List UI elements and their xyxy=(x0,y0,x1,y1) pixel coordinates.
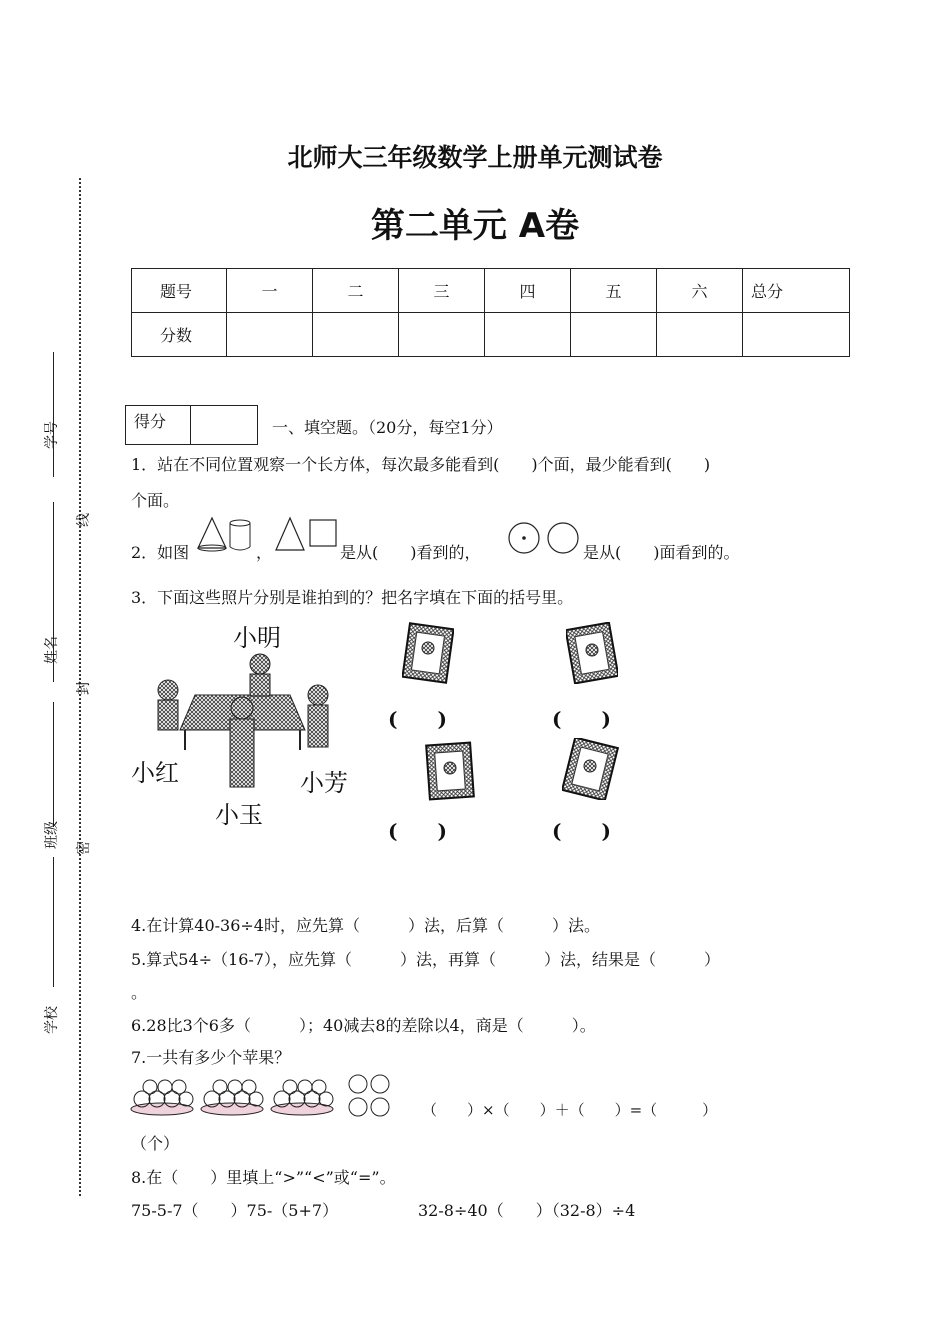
apple-plate-icon xyxy=(271,1080,333,1115)
page-title: 北师大三年级数学上册单元测试卷 xyxy=(287,143,663,172)
seal-word: 密 xyxy=(76,841,92,855)
person-xiaofang-figure xyxy=(308,685,328,747)
question-2-mid: 是从( )看到的， xyxy=(340,543,481,562)
score-input-cell[interactable] xyxy=(657,313,743,357)
score-input-cell[interactable] xyxy=(313,313,399,357)
student-id-label: 学号 xyxy=(44,421,60,449)
question-3: 3．下面这些照片分别是谁拍到的？把名字填在下面的括号里。 xyxy=(131,588,574,607)
score-input-cell[interactable] xyxy=(571,313,657,357)
answer-blank[interactable]: ( ) xyxy=(388,707,447,731)
question-7-formula: （ ）×（ ）＋（ ）=（ ） xyxy=(422,1101,718,1119)
apple-icon xyxy=(349,1075,389,1116)
score-input-cell[interactable] xyxy=(743,313,850,357)
name-xiaoyu: 小玉 xyxy=(215,801,263,829)
score-box-label: 得分 xyxy=(134,412,167,431)
apples-figure xyxy=(130,1073,405,1121)
square-icon xyxy=(310,520,336,546)
class-line[interactable] xyxy=(53,702,54,827)
table-cell: 六 xyxy=(657,269,743,313)
question-2-end: 是从( )面看到的。 xyxy=(583,543,740,562)
triangle-icon xyxy=(276,518,304,550)
table-cell: 二 xyxy=(313,269,399,313)
person-xiaoyu-figure xyxy=(230,697,254,787)
question-5: 5.算式54÷（16-7），应先算（ ）法，再算（ ）法，结果是（ ） xyxy=(131,950,720,969)
name-xiaofang: 小芳 xyxy=(300,769,348,797)
table-row xyxy=(132,313,850,357)
table-cell: 一 xyxy=(227,269,313,313)
apple-plate-icon xyxy=(131,1080,193,1115)
section-heading: 一、填空题。（20分，每空1分） xyxy=(272,418,503,437)
table-cell: 分数 xyxy=(132,313,227,357)
question-4: 4.在计算40-36÷4时，应先算（ ）法，后算（ ）法。 xyxy=(131,916,600,935)
question-1: 1．站在不同位置观察一个长方体，每次最多能看到( )个面，最少能看到( ) xyxy=(131,455,711,474)
page-subtitle: 第二单元 A卷 xyxy=(370,206,580,246)
score-input-cell[interactable] xyxy=(227,313,313,357)
person-xiaoming-figure xyxy=(250,654,270,696)
question-7-unit: （个） xyxy=(131,1134,180,1153)
student-id-line[interactable] xyxy=(53,352,54,477)
table-row xyxy=(132,269,850,313)
photo-2-image xyxy=(566,622,618,684)
score-table xyxy=(131,268,850,357)
table-cell: 总分 xyxy=(743,269,850,313)
question-2-comma: ， xyxy=(256,543,273,562)
table-cell: 五 xyxy=(571,269,657,313)
table-cell: 三 xyxy=(399,269,485,313)
cylinder-icon xyxy=(230,520,250,550)
score-box xyxy=(125,405,258,445)
school-line[interactable] xyxy=(53,857,54,987)
question-8: 8.在（ ）里填上“>”“<”或“=”。 xyxy=(131,1168,396,1187)
photo-1-image xyxy=(402,622,454,684)
question-1-cont: 个面。 xyxy=(131,491,180,510)
class-label: 班级 xyxy=(44,821,60,849)
answer-blank[interactable]: ( ) xyxy=(552,819,611,843)
score-input-cell[interactable] xyxy=(399,313,485,357)
name-xiaohong: 小红 xyxy=(131,759,179,787)
photo-3-image xyxy=(424,740,476,802)
question-2-prefix: 2．如图 xyxy=(131,543,190,562)
seal-word: 线 xyxy=(76,513,92,527)
question-8-b: 32-8÷40（ ）（32-8）÷4 xyxy=(418,1201,636,1220)
table-cell: 四 xyxy=(485,269,571,313)
circle-views-figure xyxy=(507,521,583,557)
question-7: 7.一共有多少个苹果？ xyxy=(131,1048,291,1067)
photo-4-image xyxy=(562,738,620,800)
question-8-a: 75-5-7（ ）75-（5+7） xyxy=(131,1201,339,1220)
table-cell: 题号 xyxy=(132,269,227,313)
name-xiaoming: 小明 xyxy=(233,624,281,652)
score-input-cell[interactable] xyxy=(485,313,571,357)
seal-word: 封 xyxy=(76,681,92,695)
circle-icon xyxy=(548,523,578,553)
name-label: 姓名 xyxy=(44,636,60,664)
cone-icon xyxy=(198,518,226,551)
question-6: 6.28比3个6多（ ）；40减去8的差除以4，商是（ ）。 xyxy=(131,1016,596,1035)
school-label: 学校 xyxy=(44,1006,60,1034)
apple-plate-icon xyxy=(201,1080,263,1115)
answer-blank[interactable]: ( ) xyxy=(388,819,447,843)
answer-blank[interactable]: ( ) xyxy=(552,707,611,731)
question-5-cont: 。 xyxy=(131,983,148,1002)
circle-with-dot-icon xyxy=(509,523,539,553)
person-xiaohong-figure xyxy=(158,680,178,730)
